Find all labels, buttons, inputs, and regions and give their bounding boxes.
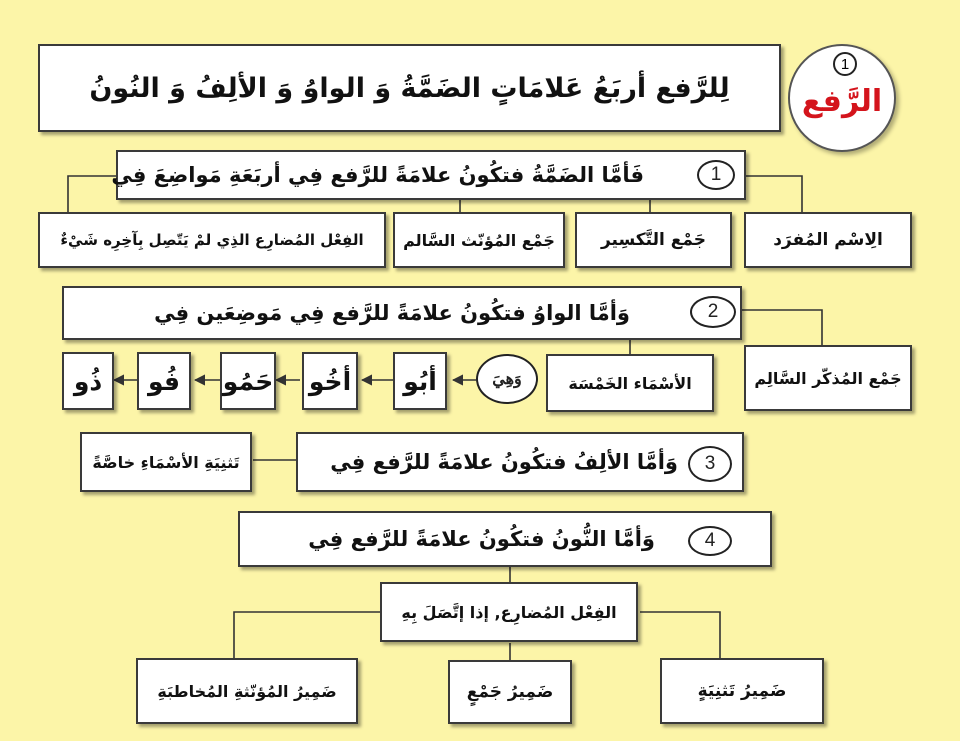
section-3-number: 3 xyxy=(688,446,732,482)
section-2-item-five-nouns: الأسْمَاء الخَمْسَة xyxy=(546,354,714,412)
noun-hamu: حَمُو xyxy=(220,352,276,410)
noun-akhu: أخُو xyxy=(302,352,358,410)
section-4-item-feminine-addressee-pronoun: ضَمِيرُ المُؤنّثةِ المُخاطبَةِ xyxy=(136,658,358,724)
section-2-number: 2 xyxy=(690,296,736,328)
topic-badge xyxy=(788,44,896,152)
section-3-item-dual-nouns: تَثنِيَةِ الأسْمَاءِ خاصَّةً xyxy=(80,432,252,492)
and-they-are-label: وَهِيَ xyxy=(476,354,538,404)
section-1-heading: فَأمَّا الضَمَّةُ فتكُونُ علامَةً للرَّفع فِي أربَعَةِ مَواضِعَ فِي xyxy=(116,150,746,200)
section-4-item-dual-pronoun: ضَمِيرُ تَثنِيَةٍ xyxy=(660,658,824,724)
section-1-item-broken-plural: جَمْع التَّكسِير xyxy=(575,212,732,268)
section-4-item-plural-pronoun: ضَمِيرُ جَمْعٍ xyxy=(448,660,572,724)
noun-fu: فُو xyxy=(137,352,191,410)
section-1-item-feminine-plural: جَمْع المُؤنّث السَّالم xyxy=(393,212,565,268)
section-4-number: 4 xyxy=(688,526,732,556)
section-4-heading: وَأمَّا النُّونُ فتكُونُ علامَةً للرَّفع فِي xyxy=(238,511,772,567)
badge-number: 1 xyxy=(833,52,857,76)
section-1-number: 1 xyxy=(697,160,735,190)
noun-dhu: ذُو xyxy=(62,352,114,410)
section-2-heading: وَأمَّا الواوُ فتكُونُ علامَةً للرَّفع فِي مَوضِعَين فِي xyxy=(62,286,742,340)
section-2-item-masculine-plural: جَمْع المُذكّر السَّالِم xyxy=(744,345,912,411)
section-1-item-singular: الِاسْم المُفرَد xyxy=(744,212,912,268)
section-3-heading: وَأمَّا الألِفُ فتكُونُ علامَةً للرَّفع فِي xyxy=(296,432,744,492)
badge-title: الرَّفع xyxy=(801,84,883,119)
section-4-sub-present-verb: الفِعْل المُضارِع, إذا إتَّصَلَ بِهِ xyxy=(380,582,638,642)
main-title: لِلرَّفع أربَعُ عَلامَاتٍ الضَمَّةُ وَ الواوُ وَ الألِفُ وَ النُونُ xyxy=(38,44,781,132)
section-1-item-present-verb: الفِعْل المُضارِع الذِي لمْ يَتّصِل بِآخِرِه شَيْءٌ xyxy=(38,212,386,268)
noun-abu: أبُو xyxy=(393,352,447,410)
